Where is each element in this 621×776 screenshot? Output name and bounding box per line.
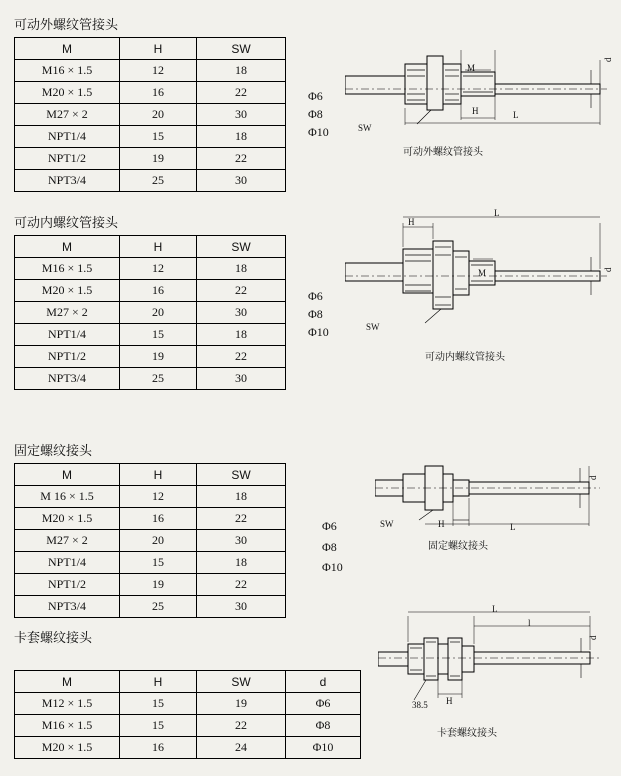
section-movable-internal-thread [14,212,286,390]
cell-h: 25 [120,368,197,390]
dim-label-l: L [513,110,519,120]
section-title: 卡套螺纹接头 [14,631,93,646]
phi-value-6: Φ6 [308,289,323,303]
table-header-row [15,38,286,60]
cell-m: M27 × 2 [15,302,120,324]
cell-m: NPT3/4 [15,170,120,192]
phi-value-8: Φ8 [308,107,323,121]
dim-label-d: d [603,57,613,62]
table-header-row [15,236,286,258]
dim-label-l-small: l [528,618,531,628]
table-row [15,324,286,346]
table-row [15,693,361,715]
table-row [15,552,286,574]
section-title: 固定螺纹接头 [14,444,93,459]
cell-sw: 22 [197,148,286,170]
table-row [15,346,286,368]
phi-value-8: Φ8 [322,540,337,554]
section-movable-external-thread [14,14,286,192]
table-row [15,302,286,324]
column-header-sw: SW [197,671,286,693]
cell-m: NPT1/4 [15,552,120,574]
table-row [15,530,286,552]
section-ferrule-thread [14,627,361,759]
cell-h: 19 [120,574,197,596]
table-row [15,104,286,126]
table-row [15,508,286,530]
cell-sw: 30 [197,104,286,126]
dim-label-385: 38.5 [412,700,428,710]
table-row [15,574,286,596]
cell-sw: 18 [197,486,286,508]
table-row [15,60,286,82]
spec-table [14,463,286,618]
dim-label-m: M [478,268,487,278]
drawing-fixed-thread [375,452,610,542]
figure-caption: 卡套螺纹接头 [437,728,497,739]
column-header-h: H [120,236,197,258]
cell-m: NPT1/2 [15,346,120,368]
cell-h: 25 [120,596,197,618]
column-header-m: M [15,38,120,60]
cell-sw: 22 [197,715,286,737]
cell-m: M16 × 1.5 [15,258,120,280]
column-header-h: H [120,38,197,60]
phi-value-10: Φ10 [308,125,329,139]
cell-h: 20 [120,302,197,324]
cell-sw: 22 [197,82,286,104]
spec-table [14,670,361,759]
cell-m: M12 × 1.5 [15,693,120,715]
cell-h: 12 [120,486,197,508]
cell-h: 15 [120,715,197,737]
cell-m: M20 × 1.5 [15,508,120,530]
dim-label-h: H [472,106,479,116]
cell-h: 20 [120,530,197,552]
dim-label-h: H [408,217,415,227]
cell-h: 16 [120,737,197,759]
table-row [15,715,361,737]
cell-m: NPT1/2 [15,574,120,596]
cell-h: 12 [120,258,197,280]
cell-h: 16 [120,508,197,530]
section-title: 可动外螺纹管接头 [14,18,119,33]
table-row [15,258,286,280]
cell-m: NPT3/4 [15,596,120,618]
dim-label-d: d [588,635,598,640]
dim-label-l: L [510,522,516,532]
phi-value-6: Φ6 [308,89,323,103]
cell-sw: 22 [197,574,286,596]
cell-m: M20 × 1.5 [15,82,120,104]
cell-sw: 30 [197,596,286,618]
cell-sw: 18 [197,324,286,346]
table-row [15,170,286,192]
table-row [15,82,286,104]
table-row [15,368,286,390]
section-title: 可动内螺纹管接头 [14,216,119,231]
cell-sw: 22 [197,346,286,368]
dim-label-d: d [603,267,613,272]
phi-value-10: Φ10 [308,325,329,339]
column-header-sw: SW [197,464,286,486]
table-row [15,126,286,148]
cell-sw: 30 [197,368,286,390]
dim-label-h: H [438,519,445,529]
dim-label-d: d [588,475,598,480]
cell-h: 12 [120,60,197,82]
table-header-row [15,671,361,693]
cell-m: M 16 × 1.5 [15,486,120,508]
cell-sw: 18 [197,258,286,280]
table-header-row [15,464,286,486]
cell-h: 20 [120,104,197,126]
cell-h: 19 [120,148,197,170]
drawing-movable-external-thread [345,20,610,140]
dim-label-sw: SW [358,123,372,133]
cell-m: NPT1/4 [15,126,120,148]
dim-label-m: M [467,63,476,73]
cell-m: M16 × 1.5 [15,60,120,82]
cell-sw: 19 [197,693,286,715]
cell-sw: 30 [197,170,286,192]
spec-table [14,37,286,192]
cell-sw: 22 [197,508,286,530]
cell-m: NPT1/2 [15,148,120,170]
figure-caption: 可动内螺纹管接头 [425,352,505,363]
cell-m: M20 × 1.5 [15,280,120,302]
cell-sw: 30 [197,530,286,552]
spec-table [14,235,286,390]
dim-label-sw: SW [366,322,380,332]
cell-m: M27 × 2 [15,104,120,126]
cell-h: 15 [120,324,197,346]
cell-h: 25 [120,170,197,192]
dim-label-h: H [446,696,453,706]
cell-sw: 30 [197,302,286,324]
column-header-h: H [120,671,197,693]
table-row [15,596,286,618]
column-header-m: M [15,464,120,486]
column-header-sw: SW [197,236,286,258]
table-row [15,737,361,759]
figure-caption: 可动外螺纹管接头 [403,147,483,158]
cell-d: Φ8 [286,715,361,737]
column-header-m: M [15,236,120,258]
column-header-sw: SW [197,38,286,60]
column-header-h: H [120,464,197,486]
cell-sw: 24 [197,737,286,759]
cell-d: Φ6 [286,693,361,715]
dim-label-l: L [494,208,500,218]
cell-m: NPT1/4 [15,324,120,346]
cell-h: 15 [120,693,197,715]
cell-m: M20 × 1.5 [15,737,120,759]
dim-label-l: L [492,604,498,614]
phi-value-6: Φ6 [322,519,337,533]
phi-value-10: Φ10 [322,560,343,574]
column-header-m: M [15,671,120,693]
cell-h: 15 [120,552,197,574]
dim-label-sw: SW [380,519,394,529]
cell-h: 15 [120,126,197,148]
cell-m: M16 × 1.5 [15,715,120,737]
table-row [15,148,286,170]
table-row [15,486,286,508]
cell-h: 16 [120,280,197,302]
cell-sw: 18 [197,60,286,82]
table-row [15,280,286,302]
cell-d: Φ10 [286,737,361,759]
column-header-d: d [286,671,361,693]
cell-m: M27 × 2 [15,530,120,552]
figure-caption: 固定螺纹接头 [428,541,488,552]
phi-value-8: Φ8 [308,307,323,321]
cell-sw: 18 [197,552,286,574]
cell-h: 16 [120,82,197,104]
section-fixed-thread [14,440,286,618]
cell-sw: 18 [197,126,286,148]
cell-sw: 22 [197,280,286,302]
cell-h: 19 [120,346,197,368]
cell-m: NPT3/4 [15,368,120,390]
